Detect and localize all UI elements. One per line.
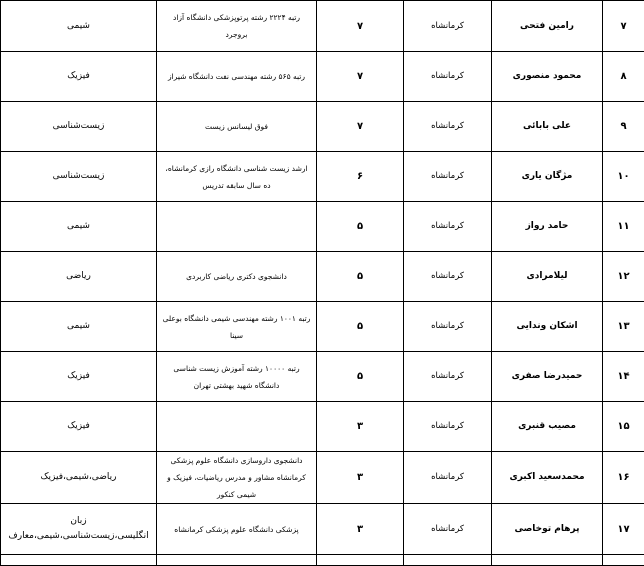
score-cell: ۷ — [317, 102, 404, 152]
description-cell: پزشکی دانشگاه علوم پزشکی کرمانشاه — [157, 504, 317, 555]
row-number-cell: ۱۰ — [603, 152, 644, 202]
score-cell: ۷ — [317, 1, 404, 52]
description-cell: رتبه ۵۶۵ رشته مهندسی نفت دانشگاه شیراز — [157, 52, 317, 102]
row-number-cell: ۱۶ — [603, 452, 644, 504]
subject-field-cell: شیمی — [1, 1, 157, 52]
city-cell: کرمانشاه — [404, 102, 492, 152]
row-number-cell: ۱۷ — [603, 504, 644, 555]
city-cell: کرمانشاه — [404, 202, 492, 252]
city-cell: کرمانشاه — [404, 302, 492, 352]
score-cell: ۶ — [317, 152, 404, 202]
tutor-name-cell: اشکان وندایی — [492, 302, 603, 352]
city-cell: کرمانشاه — [404, 504, 492, 555]
row-number-cell: ۱۳ — [603, 302, 644, 352]
tutor-name-cell: علی بابائی — [492, 102, 603, 152]
score-cell: ۵ — [317, 202, 404, 252]
score-cell — [317, 555, 404, 566]
table-row — [1, 52, 644, 102]
tutor-name-cell: لیلامرادی — [492, 252, 603, 302]
description-cell — [157, 402, 317, 452]
score-cell: ۳ — [317, 504, 404, 555]
description-cell: رتبه ۲۲۲۴ رشته پرتوپزشکی دانشگاه آزاد بروجرد — [157, 1, 317, 52]
row-number-cell: ۱۴ — [603, 352, 644, 402]
city-cell: کرمانشاه — [404, 1, 492, 52]
table-row — [1, 302, 644, 352]
description-cell — [157, 555, 317, 566]
subject-field-cell: فیزیک — [1, 52, 157, 102]
score-cell: ۳ — [317, 402, 404, 452]
description-cell: رتبه ۱۰۰۰۰ رشته آموزش زیست شناسی دانشگاه شهید بهشتی تهران — [157, 352, 317, 402]
score-cell: ۵ — [317, 302, 404, 352]
city-cell: کرمانشاه — [404, 252, 492, 302]
description-cell — [157, 202, 317, 252]
city-cell — [404, 555, 492, 566]
tutor-name-cell: رامین فتحی — [492, 1, 603, 52]
description-cell: دانشجوی دکتری ریاضی کاربردی — [157, 252, 317, 302]
description-cell: دانشجوی داروسازی دانشگاه علوم پزشکی کرمانشاه مشاور و مدرس ریاضیات، فیزیک و شیمی کنکور — [157, 452, 317, 504]
table-row — [1, 202, 644, 252]
table-row — [1, 352, 644, 402]
table-row-partial — [1, 555, 644, 566]
tutor-name-cell: محمدسعید اکبری — [492, 452, 603, 504]
table-row — [1, 1, 644, 52]
row-number-cell: ۷ — [603, 1, 644, 52]
city-cell: کرمانشاه — [404, 402, 492, 452]
table-row — [1, 152, 644, 202]
table-row — [1, 402, 644, 452]
table-row — [1, 504, 644, 555]
tutor-name-cell: پرهام توخاصی — [492, 504, 603, 555]
description-cell: رتبه ۱۰۰۱ رشته مهندسی شیمی دانشگاه بوعلی سینا — [157, 302, 317, 352]
row-number-cell: ۸ — [603, 52, 644, 102]
table-row — [1, 252, 644, 302]
row-number-cell: ۱۱ — [603, 202, 644, 252]
row-number-cell: ۱۲ — [603, 252, 644, 302]
score-cell: ۵ — [317, 252, 404, 302]
subject-field-cell: شیمی — [1, 302, 157, 352]
tutor-name-cell: حامد رواز — [492, 202, 603, 252]
score-cell: ۷ — [317, 52, 404, 102]
subject-field-cell: فیزیک — [1, 402, 157, 452]
score-cell: ۳ — [317, 452, 404, 504]
row-number-cell — [603, 555, 644, 566]
subject-field-cell: شیمی — [1, 202, 157, 252]
row-number-cell: ۱۵ — [603, 402, 644, 452]
subject-field-cell: ریاضی،شیمی،فیزیک — [1, 452, 157, 504]
subject-field-cell: زیست‌شناسی — [1, 152, 157, 202]
tutor-name-cell: مژگان یاری — [492, 152, 603, 202]
tutor-name-cell — [492, 555, 603, 566]
description-cell: فوق لیسانس زیست — [157, 102, 317, 152]
subject-field-cell: ریاضی — [1, 252, 157, 302]
tutor-name-cell: محمود منصوری — [492, 52, 603, 102]
city-cell: کرمانشاه — [404, 352, 492, 402]
description-cell: ارشد زیست شناسی دانشگاه رازی کرمانشاه، ده سال سابقه تدریس — [157, 152, 317, 202]
score-cell: ۵ — [317, 352, 404, 402]
city-cell: کرمانشاه — [404, 452, 492, 504]
city-cell: کرمانشاه — [404, 52, 492, 102]
subject-field-cell: زبان انگلیسی،زیست‌شناسی،شیمی،معارف — [1, 504, 157, 555]
subject-field-cell: فیزیک — [1, 352, 157, 402]
row-number-cell: ۹ — [603, 102, 644, 152]
table-row — [1, 102, 644, 152]
tutors-table-body — [1, 1, 644, 566]
city-cell: کرمانشاه — [404, 152, 492, 202]
table-row — [1, 452, 644, 504]
tutor-name-cell: مصیب قنبری — [492, 402, 603, 452]
subject-field-cell — [1, 555, 157, 566]
tutor-name-cell: حمیدرضا صفری — [492, 352, 603, 402]
subject-field-cell: زیست‌شناسی — [1, 102, 157, 152]
